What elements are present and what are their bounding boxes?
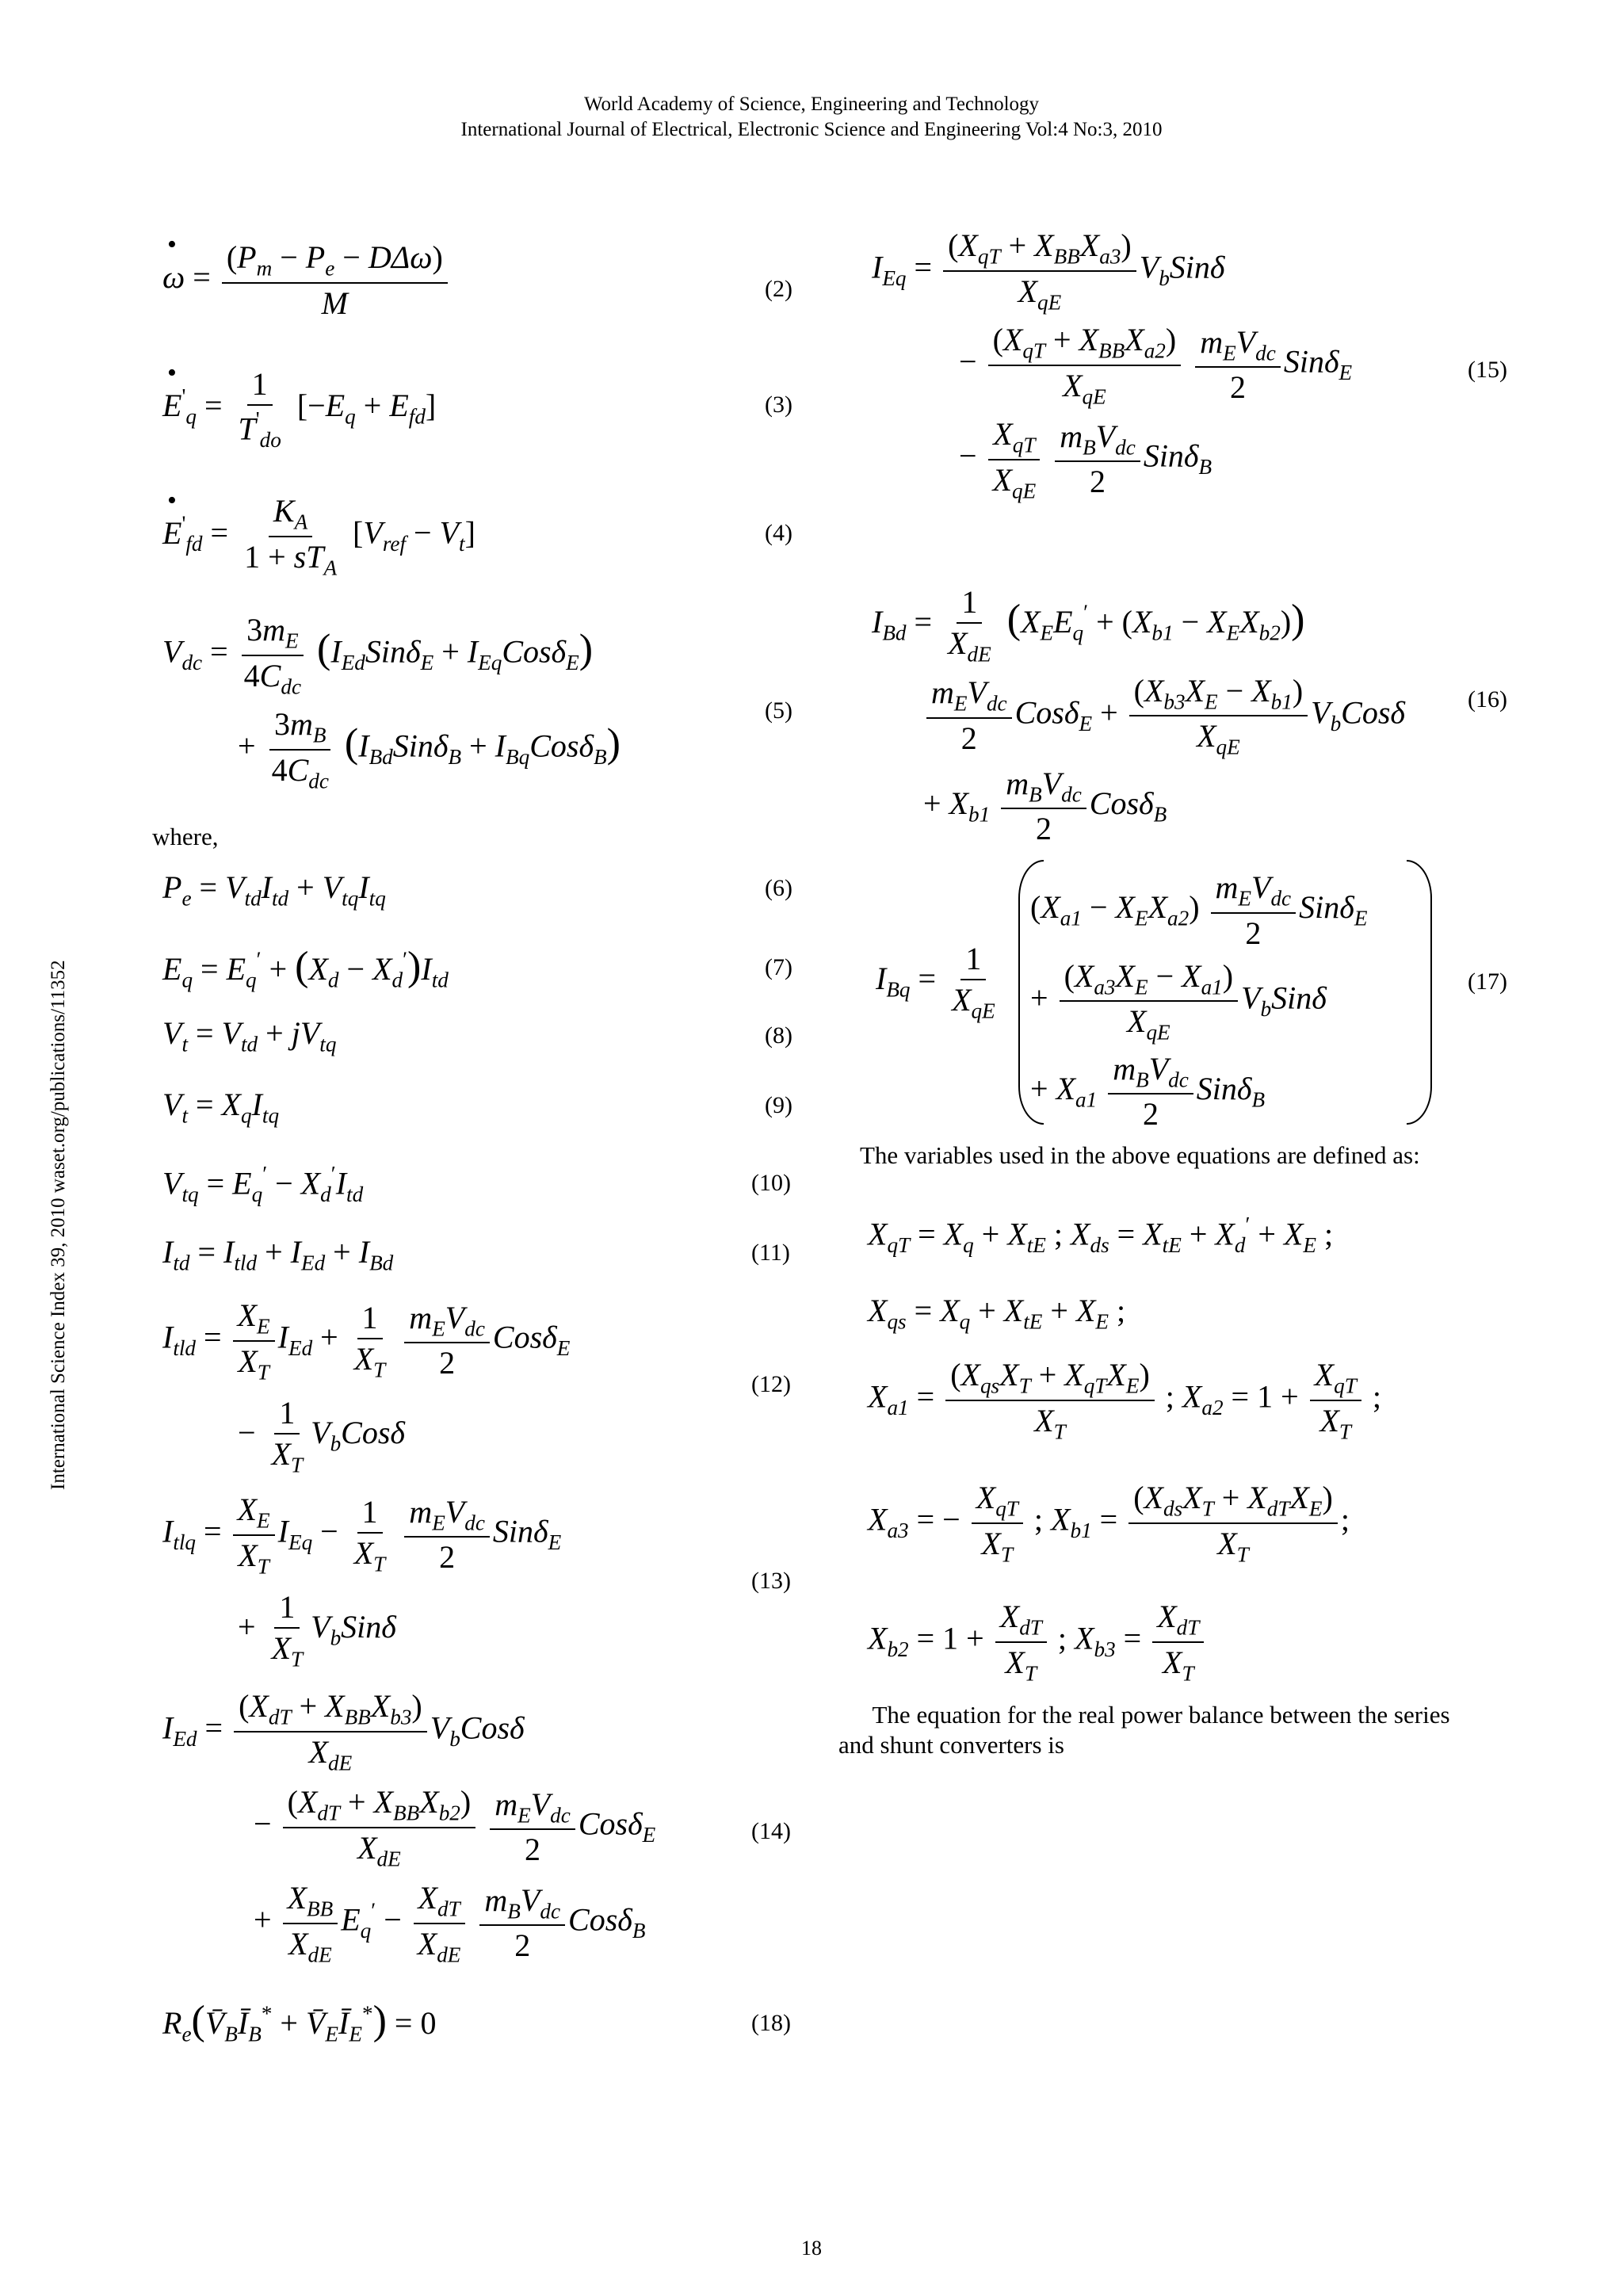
equation-number-7: (7): [765, 954, 792, 980]
equation-number-3: (3): [765, 392, 792, 418]
def-xqt-xds: $X_{qT} = X_q + X_{tE}$ ; $X_{ds} = X_{tE} + X_d' + X_E$ ;: [868, 1213, 1334, 1257]
equation-15: $I_{Eq}$ = $\frac{(X_{qT} + X_{BB}X_{a3})}{X_{qE}}$ $V_bSin\delta$ − $\frac{(X_{qT} + X_{BB}X_{a2})}{X_{qE}}$ $\frac{m_EV_{dc}}{2}$ Sinδ$_E$ − $\frac{X_{qT}}{X_{qE}}$ $\frac{m_BV_{dc}}{2}$ Sinδ$_B$: [872, 227, 1353, 503]
journal-header-line1: World Academy of Science, Engineering and Technology: [583, 94, 1040, 115]
equation-number-5: (5): [765, 697, 792, 724]
def-xa3-xb1: $X_{a3}$ = − $\frac{X_{qT}}{X_T}$ ; $X_{b1}$ = $\frac{(X_{ds}X_T + X_{dT}X_E)}{X_T}$ ;: [868, 1480, 1350, 1567]
variables-intro: The variables used in the above equations are defined as:: [860, 1141, 1420, 1169]
equation-7: $E_q = E_q' + (X_d - X_d')I_{td}$: [162, 944, 449, 992]
equation-number-14: (14): [751, 1818, 791, 1844]
equation-number-2: (2): [765, 276, 792, 302]
where-label: where,: [152, 823, 219, 850]
equation-17-right-bracket: [1407, 860, 1432, 1125]
equation-3: • $E'_q$ = $\frac{1}{T'_{do}}$ $[-E_q + E_{fd}]$: [162, 365, 436, 453]
equation-10: $V_{tq} = E_q' - X_d'I_{td}$: [162, 1162, 364, 1206]
equation-14: $I_{Ed}$ = $\frac{(X_{dT} + X_{BB}X_{b3})}{X_{dE}}$ $V_bCos\delta$ − $\frac{(X_{dT} + X_{BB}X_{b2})}{X_{dE}}$ $\frac{m_EV_{dc}}{2}$ Cosδ$_E$ + $\frac{X_{BB}}{X_{dE}}$ $E_q'$ − $\frac{X_{dT}}{X_{dE}}$ $\frac{m_BV_{dc}}{2}$ Cosδ$_B$: [162, 1688, 656, 1967]
page-number: 18: [801, 2237, 822, 2260]
equation-17-rhs: $(X_{a1} - X_EX_{a2})$ $\frac{m_EV_{dc}}{2}$ Sinδ$_E$ + $\frac{(X_{a3}X_E - X_{a1})}{X_{qE}}$ $V_bSin\delta$ + $X_{a1}$ $\frac{m_BV_{dc}}{2}$ Sinδ$_B$: [1030, 869, 1368, 1133]
equation-number-13: (13): [751, 1568, 791, 1594]
equation-8: $V_t = V_{td} + jV_{tq}$: [162, 1015, 337, 1056]
balance-text-line2: and shunt converters is: [838, 1731, 1064, 1759]
def-xqs: $X_{qs} = X_q + X_{tE} + X_E$ ;: [868, 1293, 1126, 1334]
equation-number-9: (9): [765, 1092, 792, 1118]
balance-text-line1: The equation for the real power balance between the series: [872, 1701, 1450, 1729]
journal-header-line2: International Journal of Electrical, Electronic Science and Engineering Vol:4 No:3, 2010: [460, 119, 1163, 140]
equation-number-8: (8): [765, 1022, 792, 1049]
equation-number-16: (16): [1468, 686, 1507, 712]
equation-9: $V_t = X_qI_{tq}$: [162, 1087, 280, 1128]
equation-5: $V_{dc}$ = $\frac{3m_E}{4C_{dc}}$ $(I_{Ed}Sin\delta_E + I_{Eq}Cos\delta_E)$ + $\frac{3m_B}{4C_{dc}}$ $(I_{Bd}Sin\delta_B + I_{Bq}Cos\delta_B)$: [162, 612, 621, 793]
equation-number-10: (10): [751, 1170, 791, 1196]
equation-number-11: (11): [751, 1240, 790, 1266]
equation-2: • ω = $\frac{(P_m - P_e - D\Delta\omega)}{M}$: [162, 238, 451, 323]
def-xb2-xb3: $X_{b2} = 1$ + $\frac{X_{dT}}{X_T}$ ; $X_{b3}$ = $\frac{X_{dT}}{X_T}$: [868, 1597, 1207, 1687]
equation-number-18: (18): [751, 2010, 791, 2036]
equation-11: $I_{td} = I_{tld} + I_{Ed} + I_{Bd}$: [162, 1234, 394, 1275]
equation-12: $I_{tld}$ = $\frac{X_E}{X_T}$ $I_{Ed}$ + $\frac{1}{X_T}$ $\frac{m_EV_{dc}}{2}$ Cosδ$_E$ − $\frac{1}{X_T}$ $V_bCos\delta$: [162, 1297, 571, 1477]
equation-6: $P_e = V_{td}I_{td} + V_{tq}I_{tq}$: [162, 869, 386, 911]
equation-number-4: (4): [765, 520, 792, 546]
equation-16: $I_{Bd}$ = $\frac{1}{X_{dE}}$ $(X_EE_q' + (X_{b1} - X_EX_{b2}))$ $\frac{m_EV_{dc}}{2}$ Cosδ$_E$ + $\frac{(X_{b3}X_E - X_{b1})}{X_{qE}}$ $V_bCos\delta$ + $X_{b1}$ $\frac{m_BV_{dc}}{2}$ Cosδ$_B$: [872, 584, 1406, 847]
equation-4: • $E'_{fd}$ = $\frac{K_A}{1 + sT_A}$ $[V_{ref} - V_t]$: [162, 491, 475, 581]
equation-13: $I_{tlq}$ = $\frac{X_E}{X_T}$ $I_{Eq}$ − $\frac{1}{X_T}$ $\frac{m_EV_{dc}}{2}$ Sinδ$_E$ + $\frac{1}{X_T}$ $V_bSin\delta$: [162, 1492, 562, 1671]
equation-18: $R_e(V̄_BĪ_B^*$ + $V̄_EĪ_E^*) = 0$: [162, 1998, 437, 2046]
sidebar-citation: International Science Index 39, 2010 waset.org/publications/11352: [48, 960, 69, 1490]
equation-number-15: (15): [1468, 357, 1507, 383]
def-xa1-xa2: $X_{a1}$ = $\frac{(X_{qs}X_T + X_{qT}X_E)}{X_T}$ ; $X_{a2} = 1$ + $\frac{X_{qT}}{X_T}$ ;: [868, 1357, 1381, 1444]
equation-number-12: (12): [751, 1371, 791, 1397]
equation-17-lhs: $I_{Bq}$ = $\frac{1}{X_{qE}}$: [876, 941, 995, 1023]
equation-number-17: (17): [1468, 968, 1507, 995]
equation-number-6: (6): [765, 875, 792, 901]
